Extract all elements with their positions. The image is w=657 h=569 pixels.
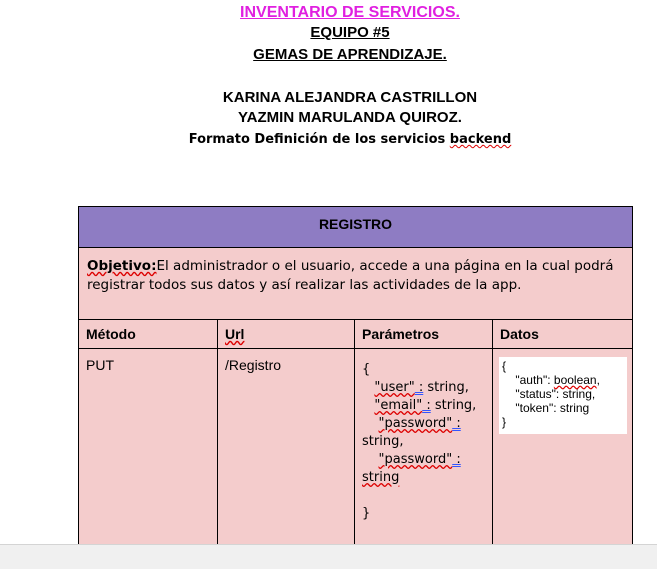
author-2: YAZMIN MARULANDA QUIROZ. bbox=[238, 109, 462, 126]
header-datos: Datos bbox=[492, 319, 633, 349]
method-cell: PUT bbox=[78, 348, 218, 548]
datos-auth-type: boolean bbox=[553, 373, 597, 387]
project-heading: GEMAS DE APRENDIZAJE. bbox=[253, 46, 447, 63]
param-user-key: "user" bbox=[374, 380, 415, 395]
param-password-1 bbox=[362, 415, 485, 433]
datos-json-box bbox=[499, 357, 627, 434]
datos-auth-key: "auth": bbox=[515, 373, 554, 387]
param-email-key: "email" bbox=[374, 398, 423, 413]
datos-close: } bbox=[502, 415, 507, 429]
datos-token-text: "token": string bbox=[515, 401, 590, 415]
objective-text: El administrador o el usuario, accede a una página en la cual podrá registrar todos sus datos y así realizar las actividades de la app. bbox=[87, 258, 614, 293]
table-title: REGISTRO bbox=[78, 206, 633, 248]
param-password-2-key: "password" bbox=[378, 452, 453, 467]
document-title: INVENTARIO DE SERVICIOS. bbox=[240, 4, 460, 21]
params-block bbox=[362, 361, 485, 523]
param-password-1-key: "password" bbox=[378, 416, 453, 431]
author-1: KARINA ALEJANDRA CASTRILLON bbox=[222, 89, 478, 106]
datos-auth-end: , bbox=[596, 373, 600, 387]
param-email-type: string, bbox=[430, 398, 477, 413]
datos-open: { bbox=[502, 359, 507, 373]
objective-cell bbox=[78, 247, 633, 320]
datos-cell bbox=[492, 348, 633, 548]
header-url bbox=[217, 319, 355, 349]
team-heading: EQUIPO #5 bbox=[310, 24, 390, 41]
url-cell: /Registro bbox=[217, 348, 355, 548]
param-password-2-colon: : bbox=[452, 452, 461, 467]
services-table bbox=[78, 206, 633, 546]
param-password-1-type: string, bbox=[362, 434, 404, 449]
params-cell bbox=[354, 348, 493, 548]
datos-status-text: "status": string, bbox=[515, 387, 596, 401]
param-user bbox=[362, 379, 485, 397]
format-prefix: Formato Definición de los servicios bbox=[188, 132, 450, 147]
param-user-type: string, bbox=[423, 380, 469, 395]
param-password-2 bbox=[362, 451, 485, 469]
params-close: } bbox=[362, 506, 371, 521]
param-email-colon: : bbox=[422, 398, 431, 413]
param-user-colon: : bbox=[414, 380, 424, 395]
window-bottom-bar bbox=[0, 544, 657, 569]
param-password-2-type: string bbox=[362, 470, 400, 485]
param-email bbox=[362, 397, 485, 415]
datos-auth bbox=[502, 373, 624, 387]
header-parametros: Parámetros bbox=[354, 319, 493, 349]
datos-token bbox=[502, 401, 624, 415]
format-word: backend bbox=[449, 132, 512, 147]
param-password-1-colon: : bbox=[452, 416, 461, 431]
format-heading bbox=[0, 132, 657, 147]
datos-status bbox=[502, 387, 624, 401]
header-url-label: Url bbox=[225, 326, 245, 342]
params-open: { bbox=[362, 362, 371, 377]
objective-label: Objetivo: bbox=[87, 258, 157, 274]
header-metodo: Método bbox=[78, 319, 218, 349]
